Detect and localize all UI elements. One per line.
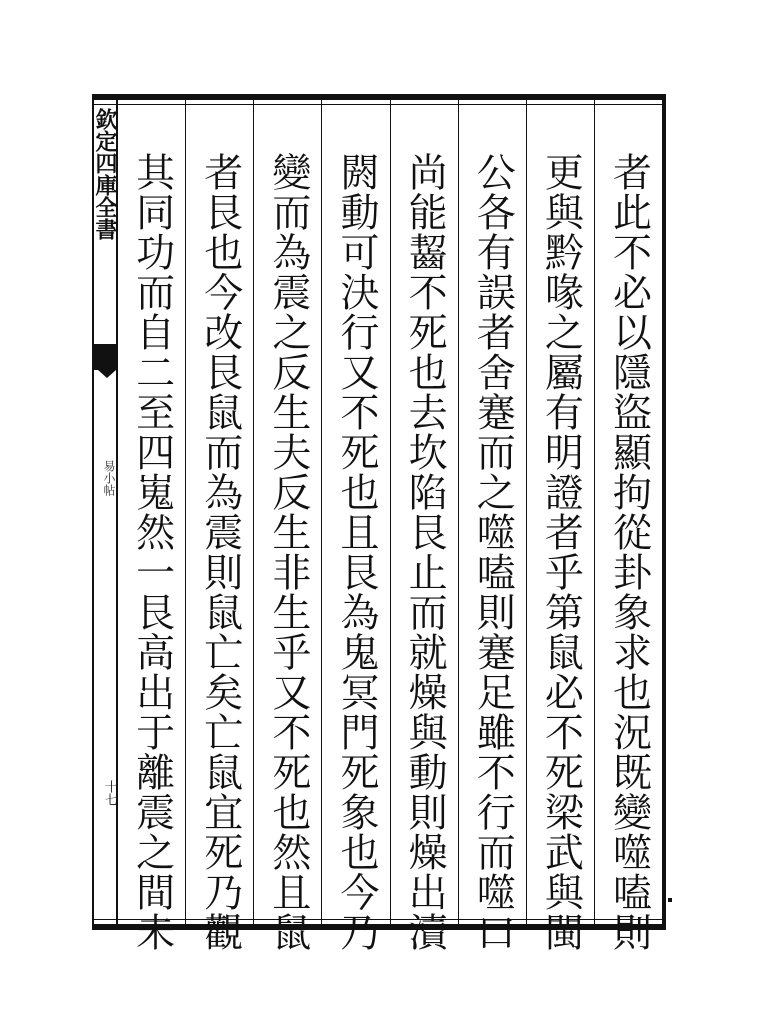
column-text: 者艮也今改艮鼠而為震則鼠亡矣亡鼠宜死乃觀 [197, 152, 243, 952]
column-text: 其同功而自二至四嵬然一艮高出于離震之間未 [129, 152, 175, 952]
fish-tail-mark [94, 344, 116, 370]
text-column-3 [458, 100, 526, 952]
page-dot [668, 898, 672, 902]
text-column-7 [185, 100, 253, 952]
margin-gutter [94, 100, 118, 924]
text-column-6 [253, 100, 321, 952]
column-text: 閼動可決行又不死也且艮為鬼冥門死象也今乃 [333, 152, 379, 952]
text-column-4 [390, 100, 458, 952]
column-text: 者此不必以隱盜顯拘從卦象求也況既變噬嗑則 [606, 152, 652, 952]
chapter-label: 易小帖 [102, 460, 116, 496]
text-column-2 [526, 100, 594, 952]
text-column-1 [594, 100, 662, 952]
column-text: 變而為震之反生夫反生非生乎又不死也然且鼠 [265, 152, 311, 952]
column-text: 尚能齧不死也去坎陷艮止而就燥與動則燥出瀆 [402, 152, 448, 952]
text-area [118, 100, 662, 952]
column-text: 更與黔喙之屬有明證者乎第鼠必不死梁武與閩 [538, 152, 584, 952]
text-column-8 [118, 100, 185, 952]
book-title: 欽定四庫全書 [92, 108, 118, 240]
page-frame [92, 94, 666, 952]
column-text: 公各有誤者舍蹇而之噬嗑則蹇足雖不行而噬口 [470, 152, 516, 952]
folio-number: 十七 [102, 780, 117, 806]
text-column-5 [321, 100, 389, 952]
